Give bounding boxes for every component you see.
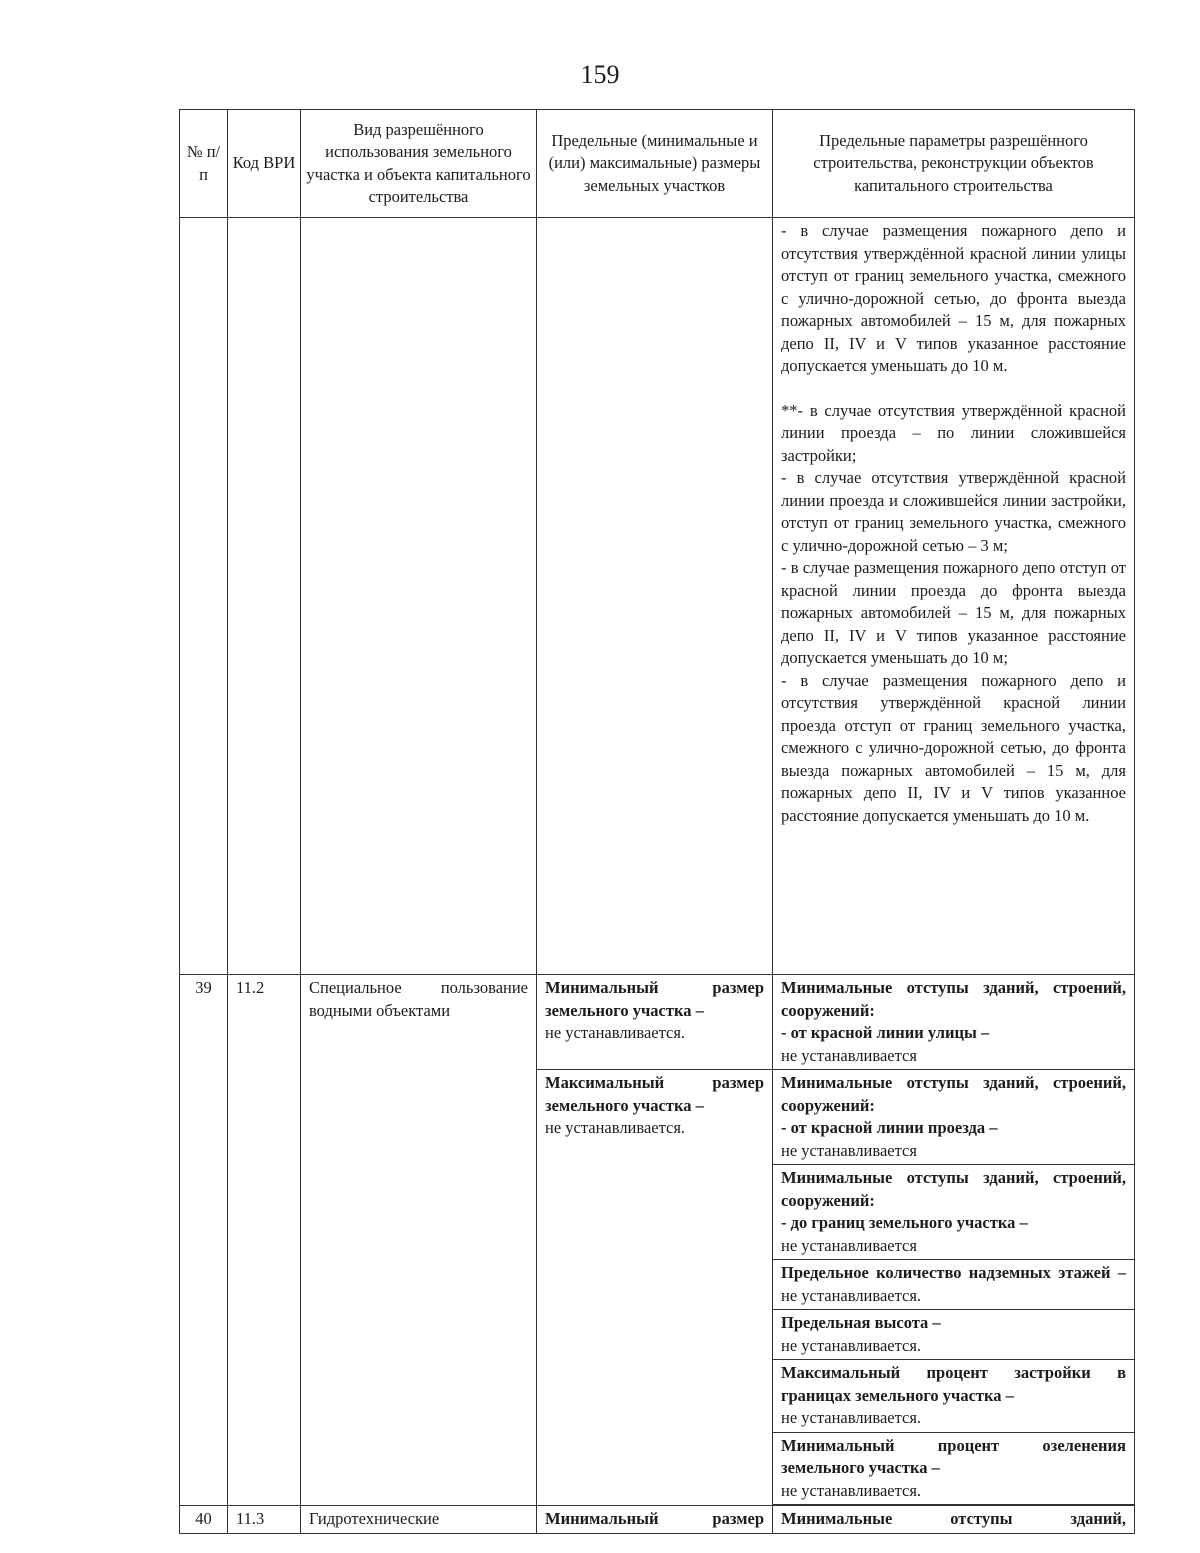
continuation-row (180, 218, 1135, 975)
param-cell (773, 1260, 1135, 1310)
size-max-tail: не устанавливается. (545, 1118, 686, 1137)
row-params: Минимальные отступы зданий, (773, 1506, 1135, 1534)
row-number: 39 (180, 975, 228, 1506)
table-row (180, 975, 1135, 1070)
size-min-cell (537, 975, 773, 1070)
param-paragraph: - в случае размещения пожарного депо и отсутствия утверждённой красной линии улицы отступ от границ земельного участка, смежного с улично-дорожной сетью, до фронта выезда пожарных автомобилей – 15 м, для пожарных депо II, IV и V типов указанное расстояние допускается уменьшать до 10 м. (781, 221, 1131, 375)
row-use: Гидротехнические (301, 1506, 537, 1534)
row-use: Специальное пользование водными объектами (301, 975, 537, 1506)
param-lead: Предельное количество надземных этажей – (781, 1263, 1126, 1282)
param-cell (773, 975, 1135, 1070)
header-size: Предельные (минимальные и (или) максимальные) размеры земельных участков (537, 110, 773, 218)
param-cell (773, 1310, 1135, 1360)
param-paragraph: - в случае размещения пожарного депо отступ от красной линии проезда до фронта выезда пожарных автомобилей – 15 м, для пожарных депо II, IV и V типов указанное расстояние допускается уменьшать до 10 м; (781, 558, 1131, 667)
param-tail: не устанавливается. (781, 1480, 922, 1500)
param-paragraph: - в случае размещения пожарного депо и отсутствия утверждённой красной линии проезда отступ от границ земельного участка, смежного с улично-дорожной сетью, до фронта выезда пожарных автомобилей – 15 м, для пожарных депо II, IV и V типов указанное расстояние допускается уменьшать до 10 м. (781, 670, 1131, 825)
param-lead: Минимальные отступы зданий, строений, сооружений: (781, 978, 1126, 1020)
continuation-params (773, 218, 1135, 975)
continuation-size (537, 218, 773, 975)
land-use-table (179, 109, 1135, 1534)
param-tail: не устанавливается. (781, 1335, 922, 1355)
size-max-cell (537, 1070, 773, 1506)
header-num: № п/п (180, 110, 228, 218)
param-mid: - от красной линии улицы – (781, 1023, 990, 1042)
continuation-num (180, 218, 228, 975)
header-params: Предельные параметры разрешённого строительства, реконструкции объектов капитального строительства (773, 110, 1135, 218)
param-tail: не устанавливается (781, 1045, 917, 1065)
param-paragraph: **- в случае отсутствия утверждённой красной линии проезда – по линии сложившейся застройки; (781, 400, 1131, 465)
continuation-use (301, 218, 537, 975)
param-lead: Минимальный процент озеленения земельного участка – (781, 1435, 1126, 1477)
size-min-tail: не устанавливается. (545, 1023, 686, 1042)
page-number: 159 (580, 60, 620, 89)
param-mid: - от красной линии проезда – (781, 1118, 998, 1137)
param-lead: Минимальные отступы зданий, строений, сооружений: (781, 1168, 1126, 1210)
row-code: 11.2 (228, 975, 301, 1506)
param-cell (773, 1432, 1135, 1505)
header-code: Код ВРИ (228, 110, 301, 218)
param-cell (773, 1360, 1135, 1433)
param-tail: не устанавливается. (781, 1408, 922, 1427)
row-number: 40 (180, 1506, 228, 1534)
param-mid: - до границ земельного участка – (781, 1213, 1028, 1232)
param-tail: не устанавливается (781, 1140, 917, 1160)
table-row (180, 1506, 1135, 1534)
size-min-lead: Минимальный размер земельного участка – (545, 978, 764, 1020)
row-code: 11.3 (228, 1506, 301, 1534)
header-use: Вид разрешённого использования земельного участка и объекта капитального строительства (301, 110, 537, 218)
param-lead: Максимальный процент застройки в границах земельного участка – (781, 1363, 1126, 1405)
param-tail: не устанавливается. (781, 1285, 922, 1305)
param-cell (773, 1070, 1135, 1165)
param-tail: не устанавливается (781, 1235, 917, 1255)
param-lead: Предельная высота – (781, 1313, 941, 1332)
param-cell (773, 1165, 1135, 1260)
size-max-lead: Максимальный размер земельного участка – (545, 1073, 764, 1115)
row-size: Минимальный размер (537, 1506, 773, 1534)
param-lead: Минимальные отступы зданий, строений, сооружений: (781, 1073, 1126, 1115)
param-paragraph: - в случае отсутствия утверждённой красной линии проезда и сложившейся линии застройки, отступ от границ земельного участка, смежного с улично-дорожной сетью – 3 м; (781, 468, 1131, 555)
table-header-row (180, 110, 1135, 218)
continuation-code (228, 218, 301, 975)
